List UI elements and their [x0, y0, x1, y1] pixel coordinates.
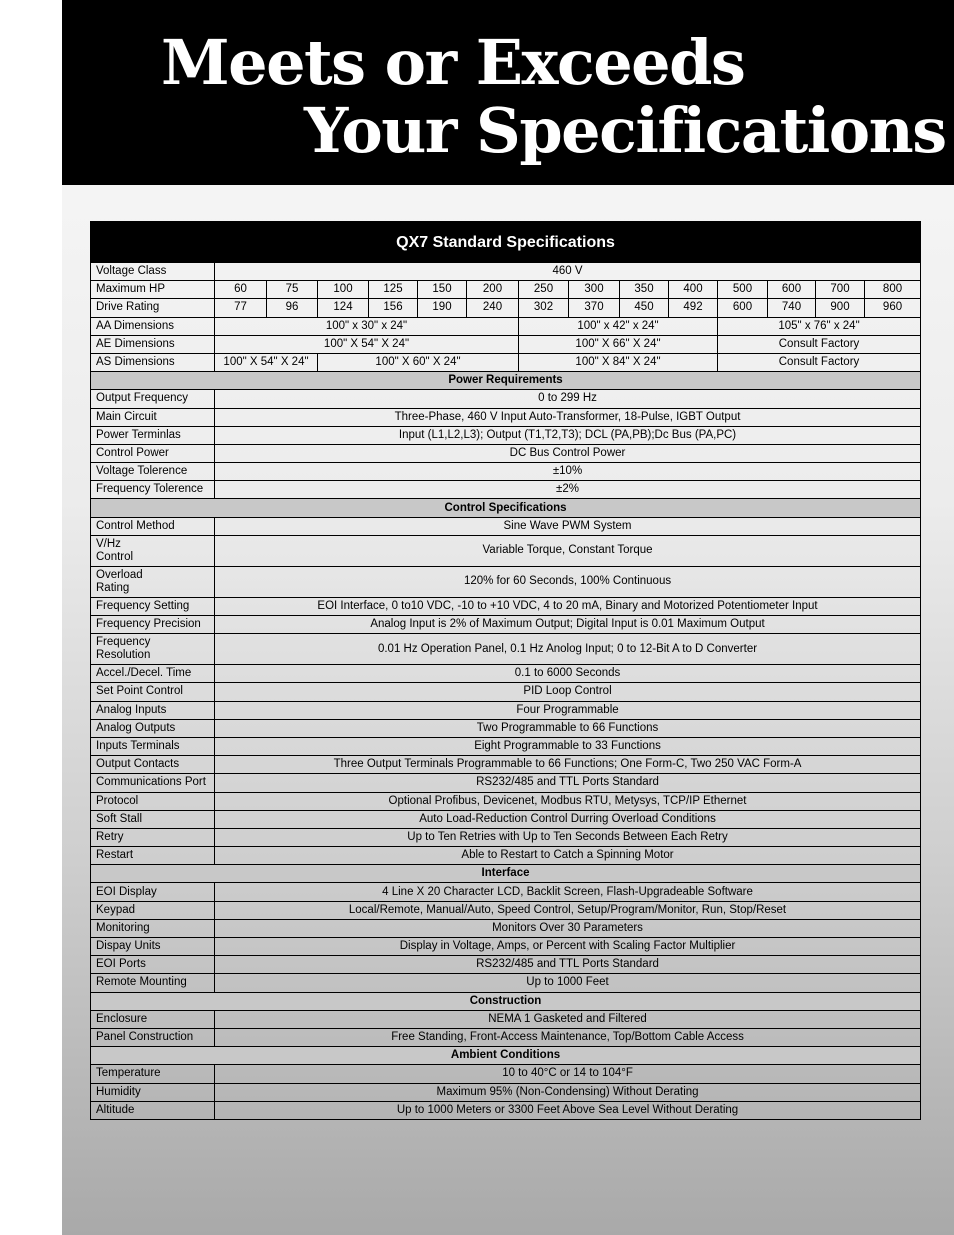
- row-value: RS232/485 and TTL Ports Standard: [215, 956, 921, 974]
- drive-rating-cell: 302: [519, 299, 569, 317]
- row-label: Panel Construction: [91, 1028, 215, 1046]
- ae-dim-cell: 100" X 54" X 24": [215, 335, 519, 353]
- row-label: Retry: [91, 828, 215, 846]
- row-label: Set Point Control: [91, 683, 215, 701]
- table-row-voltage-class: [91, 263, 921, 281]
- row-label: Monitoring: [91, 919, 215, 937]
- row-value: Three Output Terminals Programmable to 66 Functions; One Form-C, Two 250 VAC Form-A: [215, 756, 921, 774]
- row-label: EOI Ports: [91, 956, 215, 974]
- row-value: 120% for 60 Seconds, 100% Continuous: [215, 566, 921, 597]
- row-label: Altitude: [91, 1101, 215, 1119]
- row-label: Temperature: [91, 1065, 215, 1083]
- row-value: 10 to 40°C or 14 to 104°F: [215, 1065, 921, 1083]
- row-value: 0.01 Hz Operation Panel, 0.1 Hz Anolog Input; 0 to 12-Bit A to D Converter: [215, 634, 921, 665]
- as-dim-cell: 100" X 54" X 24": [215, 353, 318, 371]
- as-dim-cell: 100" X 84" X 24": [519, 353, 718, 371]
- row-value: Eight Programmable to 33 Functions: [215, 737, 921, 755]
- row-label: Maximum HP: [91, 281, 215, 299]
- row-label-line: Control: [96, 550, 134, 563]
- row-label: [91, 535, 215, 566]
- hp-cell: 250: [519, 281, 569, 299]
- row-value: Sine Wave PWM System: [215, 517, 921, 535]
- section-title: Power Requirements: [91, 372, 921, 390]
- drive-rating-cell: 190: [418, 299, 467, 317]
- table-row: [91, 901, 921, 919]
- row-label-line: V/Hz: [96, 537, 121, 550]
- aa-dim-cell: 100" x 30" x 24": [215, 317, 519, 335]
- row-label: AA Dimensions: [91, 317, 215, 335]
- row-label: Accel./Decel. Time: [91, 665, 215, 683]
- table-row: [91, 665, 921, 683]
- hp-cell: 125: [369, 281, 418, 299]
- row-value: Able to Restart to Catch a Spinning Motor: [215, 847, 921, 865]
- row-label: EOI Display: [91, 883, 215, 901]
- row-label: Analog Outputs: [91, 719, 215, 737]
- row-label: Analog Inputs: [91, 701, 215, 719]
- row-label: Control Power: [91, 444, 215, 462]
- row-label: Inputs Terminals: [91, 737, 215, 755]
- table-row: [91, 426, 921, 444]
- row-label: Enclosure: [91, 1010, 215, 1028]
- row-value: Four Programmable: [215, 701, 921, 719]
- row-value: Auto Load-Reduction Control Durring Overload Conditions: [215, 810, 921, 828]
- drive-rating-cell: 77: [215, 299, 267, 317]
- table-row: [91, 956, 921, 974]
- drive-rating-cell: 370: [569, 299, 620, 317]
- table-row-as-dimensions: [91, 353, 921, 371]
- drive-rating-cell: 124: [318, 299, 369, 317]
- table-row: [91, 974, 921, 992]
- table-row: [91, 1010, 921, 1028]
- row-label: Output Frequency: [91, 390, 215, 408]
- table-title-row: [91, 222, 921, 263]
- drive-rating-cell: 96: [267, 299, 318, 317]
- row-value: Monitors Over 30 Parameters: [215, 919, 921, 937]
- section-row-interface: [91, 865, 921, 883]
- table-row: [91, 810, 921, 828]
- as-dim-cell: Consult Factory: [718, 353, 921, 371]
- table-row-ae-dimensions: [91, 335, 921, 353]
- row-value: Up to Ten Retries with Up to Ten Seconds Between Each Retry: [215, 828, 921, 846]
- ae-dim-cell: Consult Factory: [718, 335, 921, 353]
- section-title: Ambient Conditions: [91, 1047, 921, 1065]
- section-row-ambient-conditions: [91, 1047, 921, 1065]
- table-row-maximum-hp: [91, 281, 921, 299]
- ae-dim-cell: 100" X 66" X 24": [519, 335, 718, 353]
- row-label: Soft Stall: [91, 810, 215, 828]
- hp-cell: 300: [569, 281, 620, 299]
- section-title: Construction: [91, 992, 921, 1010]
- row-value: RS232/485 and TTL Ports Standard: [215, 774, 921, 792]
- section-row-construction: [91, 992, 921, 1010]
- row-label: Main Circuit: [91, 408, 215, 426]
- hp-cell: 75: [267, 281, 318, 299]
- hp-cell: 100: [318, 281, 369, 299]
- table-row: [91, 616, 921, 634]
- table-row-aa-dimensions: [91, 317, 921, 335]
- row-value: Three-Phase, 460 V Input Auto-Transformer, 18-Pulse, IGBT Output: [215, 408, 921, 426]
- row-label: Restart: [91, 847, 215, 865]
- row-value: DC Bus Control Power: [215, 444, 921, 462]
- table-row-drive-rating: [91, 299, 921, 317]
- row-label: Dispay Units: [91, 938, 215, 956]
- row-label: Protocol: [91, 792, 215, 810]
- table-row: [91, 756, 921, 774]
- table-row: [91, 938, 921, 956]
- table-row: [91, 408, 921, 426]
- hp-cell: 400: [669, 281, 718, 299]
- as-dim-cell: 100" X 60" X 24": [318, 353, 519, 371]
- table-row: [91, 737, 921, 755]
- page: [62, 0, 954, 1235]
- table-row: [91, 719, 921, 737]
- headline-line-1: Meets or Exceeds: [161, 26, 745, 99]
- drive-rating-cell: 240: [467, 299, 519, 317]
- table-row: [91, 774, 921, 792]
- drive-rating-cell: 450: [620, 299, 669, 317]
- table-row: [91, 1083, 921, 1101]
- row-value: 4 Line X 20 Character LCD, Backlit Screen, Flash-Upgradeable Software: [215, 883, 921, 901]
- row-value: PID Loop Control: [215, 683, 921, 701]
- hp-cell: 350: [620, 281, 669, 299]
- row-label: Remote Mounting: [91, 974, 215, 992]
- table-row: [91, 517, 921, 535]
- row-label: Frequency Precision: [91, 616, 215, 634]
- hp-cell: 200: [467, 281, 519, 299]
- header-banner: [62, 0, 954, 185]
- table-row: [91, 919, 921, 937]
- spec-table: [90, 221, 921, 1120]
- row-label: Drive Rating: [91, 299, 215, 317]
- row-label-line: Frequency: [96, 636, 151, 649]
- section-title: Control Specifications: [91, 499, 921, 517]
- drive-rating-cell: 492: [669, 299, 718, 317]
- hp-cell: 150: [418, 281, 467, 299]
- table-row: [91, 683, 921, 701]
- row-label-line: Resolution: [96, 649, 151, 662]
- aa-dim-cell: 105" x 76" x 24": [718, 317, 921, 335]
- drive-rating-cell: 960: [865, 299, 921, 317]
- row-label-line: Rating: [96, 581, 130, 594]
- row-value: Analog Input is 2% of Maximum Output; Digital Input is 0.01 Maximum Output: [215, 616, 921, 634]
- aa-dim-cell: 100" x 42" x 24": [519, 317, 718, 335]
- row-label: [91, 566, 215, 597]
- row-label: Voltage Class: [91, 263, 215, 281]
- hp-cell: 700: [816, 281, 865, 299]
- drive-rating-cell: 740: [768, 299, 816, 317]
- headline-line-2: Your Specifications: [304, 94, 946, 167]
- row-label: Frequency Tolerence: [91, 481, 215, 499]
- section-title: Interface: [91, 865, 921, 883]
- row-label: Humidity: [91, 1083, 215, 1101]
- row-value: Two Programmable to 66 Functions: [215, 719, 921, 737]
- drive-rating-cell: 900: [816, 299, 865, 317]
- table-row: [91, 1028, 921, 1046]
- row-label: Voltage Tolerence: [91, 463, 215, 481]
- row-label: Communications Port: [91, 774, 215, 792]
- row-value: 0 to 299 Hz: [215, 390, 921, 408]
- table-title: QX7 Standard Specifications: [91, 222, 921, 263]
- table-row: [91, 828, 921, 846]
- table-row: [91, 1101, 921, 1119]
- table-row: [91, 463, 921, 481]
- row-value: Maximum 95% (Non-Condensing) Without Derating: [215, 1083, 921, 1101]
- row-value: Up to 1000 Feet: [215, 974, 921, 992]
- row-value: NEMA 1 Gasketed and Filtered: [215, 1010, 921, 1028]
- row-value: ±2%: [215, 481, 921, 499]
- row-value: Optional Profibus, Devicenet, Modbus RTU, Metysys, TCP/IP Ethernet: [215, 792, 921, 810]
- row-value: Display in Voltage, Amps, or Percent with Scaling Factor Multiplier: [215, 938, 921, 956]
- table-row: [91, 481, 921, 499]
- table-row: [91, 883, 921, 901]
- table-row: [91, 390, 921, 408]
- row-value: EOI Interface, 0 to10 VDC, -10 to +10 VDC, 4 to 20 mA, Binary and Motorized Potentiometer Input: [215, 597, 921, 615]
- table-row: [91, 634, 921, 665]
- drive-rating-cell: 156: [369, 299, 418, 317]
- row-value: Free Standing, Front-Access Maintenance, Top/Bottom Cable Access: [215, 1028, 921, 1046]
- table-row: [91, 701, 921, 719]
- voltage-class-value: 460 V: [215, 263, 921, 281]
- row-label: [91, 634, 215, 665]
- table-row: [91, 444, 921, 462]
- row-label: Output Contacts: [91, 756, 215, 774]
- row-label: Keypad: [91, 901, 215, 919]
- row-value: Input (L1,L2,L3); Output (T1,T2,T3); DCL (PA,PB);Dc Bus (PA,PC): [215, 426, 921, 444]
- table-row: [91, 792, 921, 810]
- hp-cell: 600: [768, 281, 816, 299]
- row-label: Control Method: [91, 517, 215, 535]
- row-value: ±10%: [215, 463, 921, 481]
- row-value: 0.1 to 6000 Seconds: [215, 665, 921, 683]
- row-value: Local/Remote, Manual/Auto, Speed Control, Setup/Program/Monitor, Run, Stop/Reset: [215, 901, 921, 919]
- drive-rating-cell: 600: [718, 299, 768, 317]
- row-label-line: Overload: [96, 568, 143, 581]
- row-label: AS Dimensions: [91, 353, 215, 371]
- table-row: [91, 847, 921, 865]
- row-label: Power Terminlas: [91, 426, 215, 444]
- hp-cell: 500: [718, 281, 768, 299]
- table-row: [91, 597, 921, 615]
- table-row: [91, 1065, 921, 1083]
- row-label: Frequency Setting: [91, 597, 215, 615]
- table-row: [91, 566, 921, 597]
- table-row: [91, 535, 921, 566]
- row-value: Variable Torque, Constant Torque: [215, 535, 921, 566]
- section-row-power-requirements: [91, 372, 921, 390]
- row-label: AE Dimensions: [91, 335, 215, 353]
- row-value: Up to 1000 Meters or 3300 Feet Above Sea Level Without Derating: [215, 1101, 921, 1119]
- section-row-control-specifications: [91, 499, 921, 517]
- hp-cell: 60: [215, 281, 267, 299]
- hp-cell: 800: [865, 281, 921, 299]
